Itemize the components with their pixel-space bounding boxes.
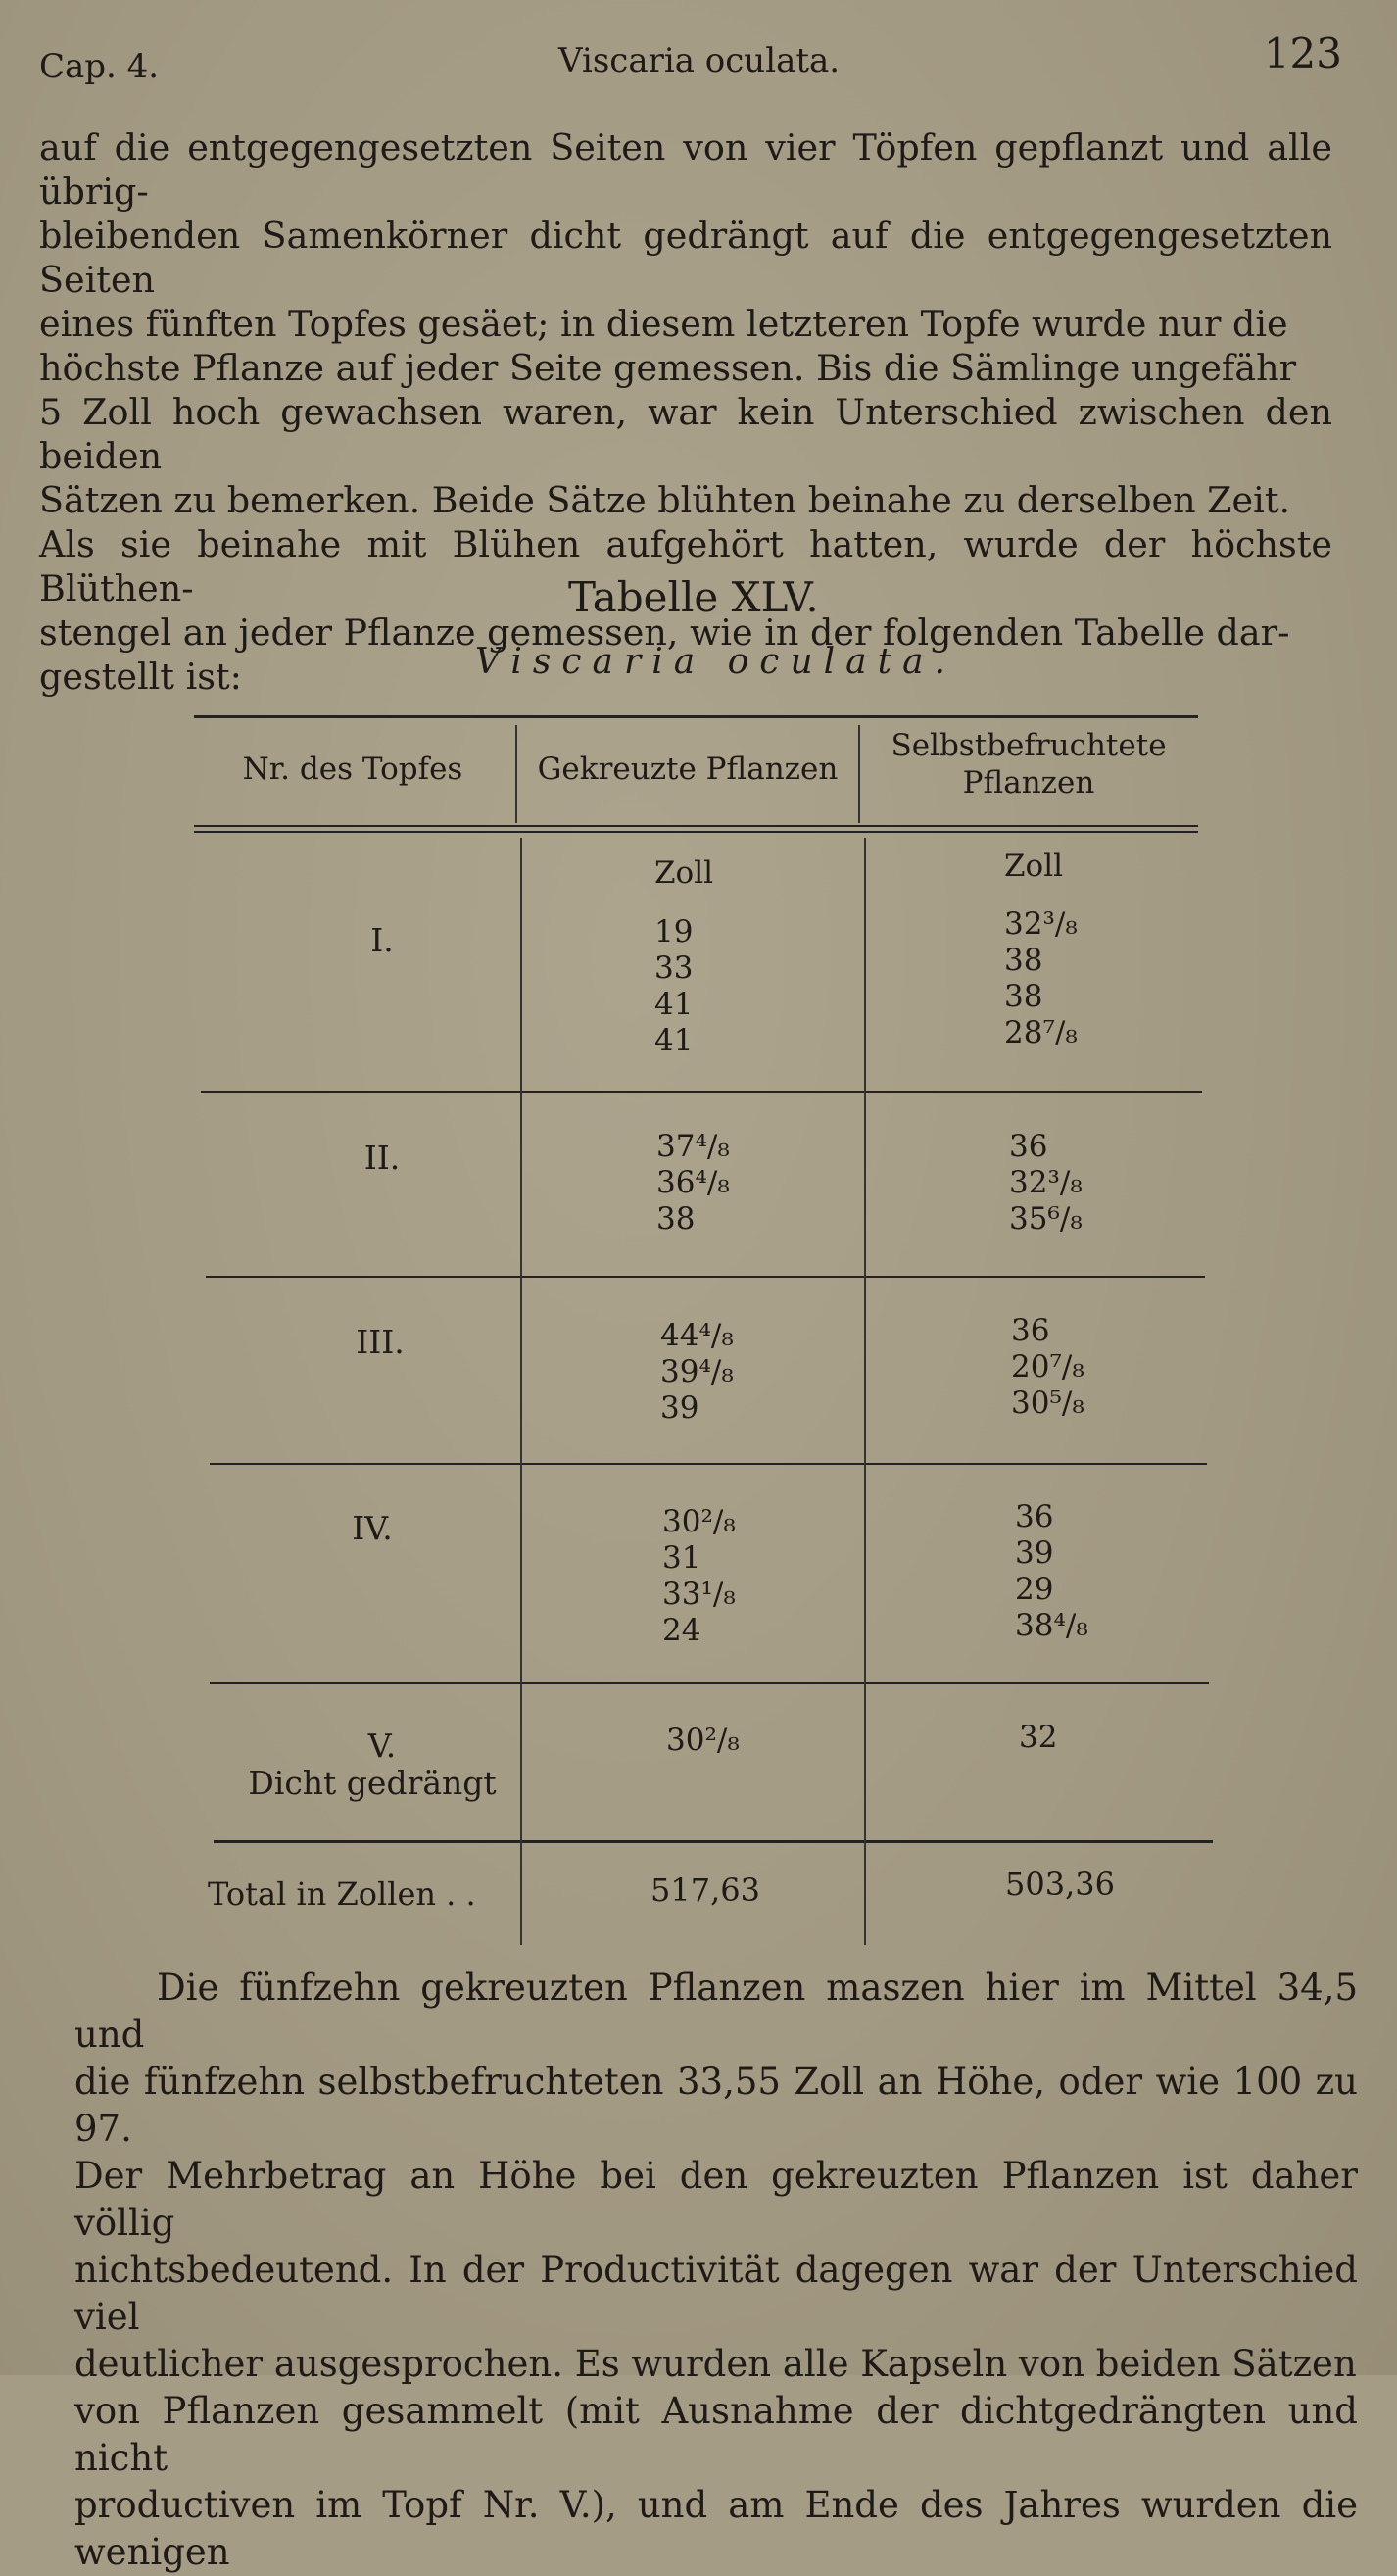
- pot-label: V.: [367, 1726, 397, 1765]
- column-divider: [520, 838, 522, 1945]
- header-rule-1: [194, 825, 1198, 827]
- value-cell: 33: [654, 950, 694, 986]
- value-cell: 38: [1004, 943, 1043, 978]
- column-divider: [515, 725, 517, 823]
- text-line: stengel an jeder Pflanze gemessen, wie in der folgenden Tabelle dar-: [39, 611, 1290, 654]
- value-cell: 38: [656, 1201, 696, 1237]
- column-divider: [864, 838, 866, 1945]
- value-cell: 41: [654, 1023, 694, 1058]
- total-label: Total in Zollen . .: [208, 1875, 476, 1913]
- value-cell: 41: [654, 987, 694, 1022]
- column-divider: [858, 725, 860, 823]
- column-header-pot: Nr. des Topfes: [242, 752, 463, 787]
- running-header: [39, 29, 1342, 88]
- text-line: deutlicher ausgesprochen. Es wurden alle Kapseln von beiden Sätzen: [74, 2343, 1357, 2385]
- value-cell: 36⁴/₈: [656, 1165, 730, 1200]
- column-header-selfed: Selbstbefruchtete Pflanzen: [891, 728, 1167, 801]
- crossed-values: [662, 1504, 736, 1649]
- value-cell: 36: [1009, 1129, 1048, 1164]
- value-cell: 28⁷/₈: [1004, 1015, 1078, 1050]
- text-line: Die fünfzehn gekreuzten Pflanzen maszen hier im Mittel 34,5 und: [74, 1967, 1358, 2056]
- value-cell: 19: [654, 914, 694, 949]
- table-top-rule: [194, 715, 1198, 718]
- value-cell: 36: [1011, 1313, 1050, 1348]
- pot-label: I.: [370, 921, 394, 959]
- row-divider: [201, 1091, 1202, 1093]
- value-cell: 24: [662, 1613, 701, 1648]
- text-line: 5 Zoll hoch gewachsen waren, war kein Unterschied zwischen den beiden: [39, 391, 1332, 477]
- value-cell: 39⁴/₈: [660, 1354, 734, 1389]
- table-subtitle: Viscaria oculata.: [475, 642, 956, 682]
- value-cell: 33¹/₈: [662, 1577, 736, 1612]
- text-line: von Pflanzen gesammelt (mit Ausnahme der dichtgedrängten und nicht: [74, 2390, 1358, 2479]
- value-cell: 39: [660, 1390, 699, 1426]
- total-selfed: 503,36: [1005, 1866, 1115, 1903]
- crossed-values: [666, 1723, 740, 1759]
- text-line: nichtsbedeutend. In der Productivität dagegen war der Unterschied viel: [74, 2249, 1358, 2338]
- text-line: Als sie beinahe mit Blühen aufgehört hatten, wurde der höchste Blüthen-: [39, 523, 1332, 609]
- selfed-values: [1019, 1720, 1057, 1756]
- crossed-values: [654, 914, 693, 1059]
- selfed-values: [1009, 1129, 1083, 1238]
- text-line: eines fünften Topfes gesäet; in diesem letzteren Topfe wurde nur die: [39, 303, 1288, 345]
- text-line: Der Mehrbetrag an Höhe bei den gekreuzten Pflanzen ist daher völlig: [74, 2155, 1358, 2244]
- unit-label-crossed: Zoll: [654, 855, 714, 891]
- running-title: Viscaria oculata.: [558, 41, 841, 80]
- value-cell: 30⁵/₈: [1011, 1385, 1084, 1421]
- text-line: die fünfzehn selbstbefruchteten 33,55 Zoll an Höhe, oder wie 100 zu 97.: [74, 2061, 1358, 2150]
- crossed-values: [656, 1129, 730, 1238]
- total-crossed: 517,63: [650, 1871, 760, 1909]
- text-line: gestellt ist:: [39, 656, 242, 698]
- text-line: auf die entgegengesetzten Seiten von vier Töpfen gepflanzt und alle übrig-: [39, 126, 1332, 213]
- value-cell: 36: [1015, 1499, 1054, 1534]
- text-line: höchste Pflanze auf jeder Seite gemessen. Bis die Sämlinge ungefähr: [39, 347, 1297, 389]
- pot-label: IV.: [352, 1509, 393, 1547]
- value-cell: 32³/₈: [1004, 906, 1078, 942]
- pot-label: III.: [356, 1323, 405, 1361]
- crossed-values: [660, 1318, 734, 1427]
- text-line: bleibenden Samenkörner dicht gedrängt auf die entgegengesetzten Seiten: [39, 215, 1332, 301]
- value-cell: 20⁷/₈: [1011, 1349, 1084, 1385]
- row-divider: [210, 1682, 1209, 1684]
- text-line: productiven im Topf Nr. V.), und am Ende des Jahres wurden die wenigen: [74, 2484, 1358, 2573]
- value-cell: 32: [1019, 1720, 1058, 1755]
- chapter-label: Cap. 4.: [39, 47, 160, 86]
- value-cell: 39: [1015, 1535, 1054, 1571]
- value-cell: 38⁴/₈: [1015, 1608, 1088, 1643]
- value-cell: 35⁶/₈: [1009, 1201, 1083, 1237]
- value-cell: 30²/₈: [666, 1723, 740, 1758]
- text-line: Sätzen zu bemerken. Beide Sätze blühten beinahe zu derselben Zeit.: [39, 479, 1291, 521]
- row-divider: [206, 1276, 1205, 1278]
- value-cell: 32³/₈: [1009, 1165, 1083, 1200]
- value-cell: 31: [662, 1540, 701, 1576]
- row-divider: [210, 1463, 1207, 1465]
- header-rule-2: [194, 831, 1198, 833]
- selfed-values: [1004, 906, 1078, 1051]
- results-paragraph: [74, 1965, 1358, 2576]
- value-cell: 29: [1015, 1572, 1054, 1607]
- selfed-values: [1011, 1313, 1084, 1422]
- column-header-crossed: Gekreuzte Pflanzen: [537, 752, 839, 787]
- value-cell: 30²/₈: [662, 1504, 736, 1539]
- selfed-values: [1015, 1499, 1088, 1644]
- value-cell: 44⁴/₈: [660, 1318, 734, 1353]
- page-number: 123: [1263, 29, 1342, 77]
- value-cell: 37⁴/₈: [656, 1129, 730, 1164]
- total-rule: [214, 1840, 1213, 1843]
- unit-label-selfed: Zoll: [1004, 849, 1064, 884]
- pot-label: II.: [363, 1139, 401, 1177]
- table-title: Tabelle XLV.: [568, 573, 819, 621]
- pot-sublabel: Dicht gedrängt: [248, 1764, 497, 1802]
- value-cell: 38: [1004, 979, 1043, 1014]
